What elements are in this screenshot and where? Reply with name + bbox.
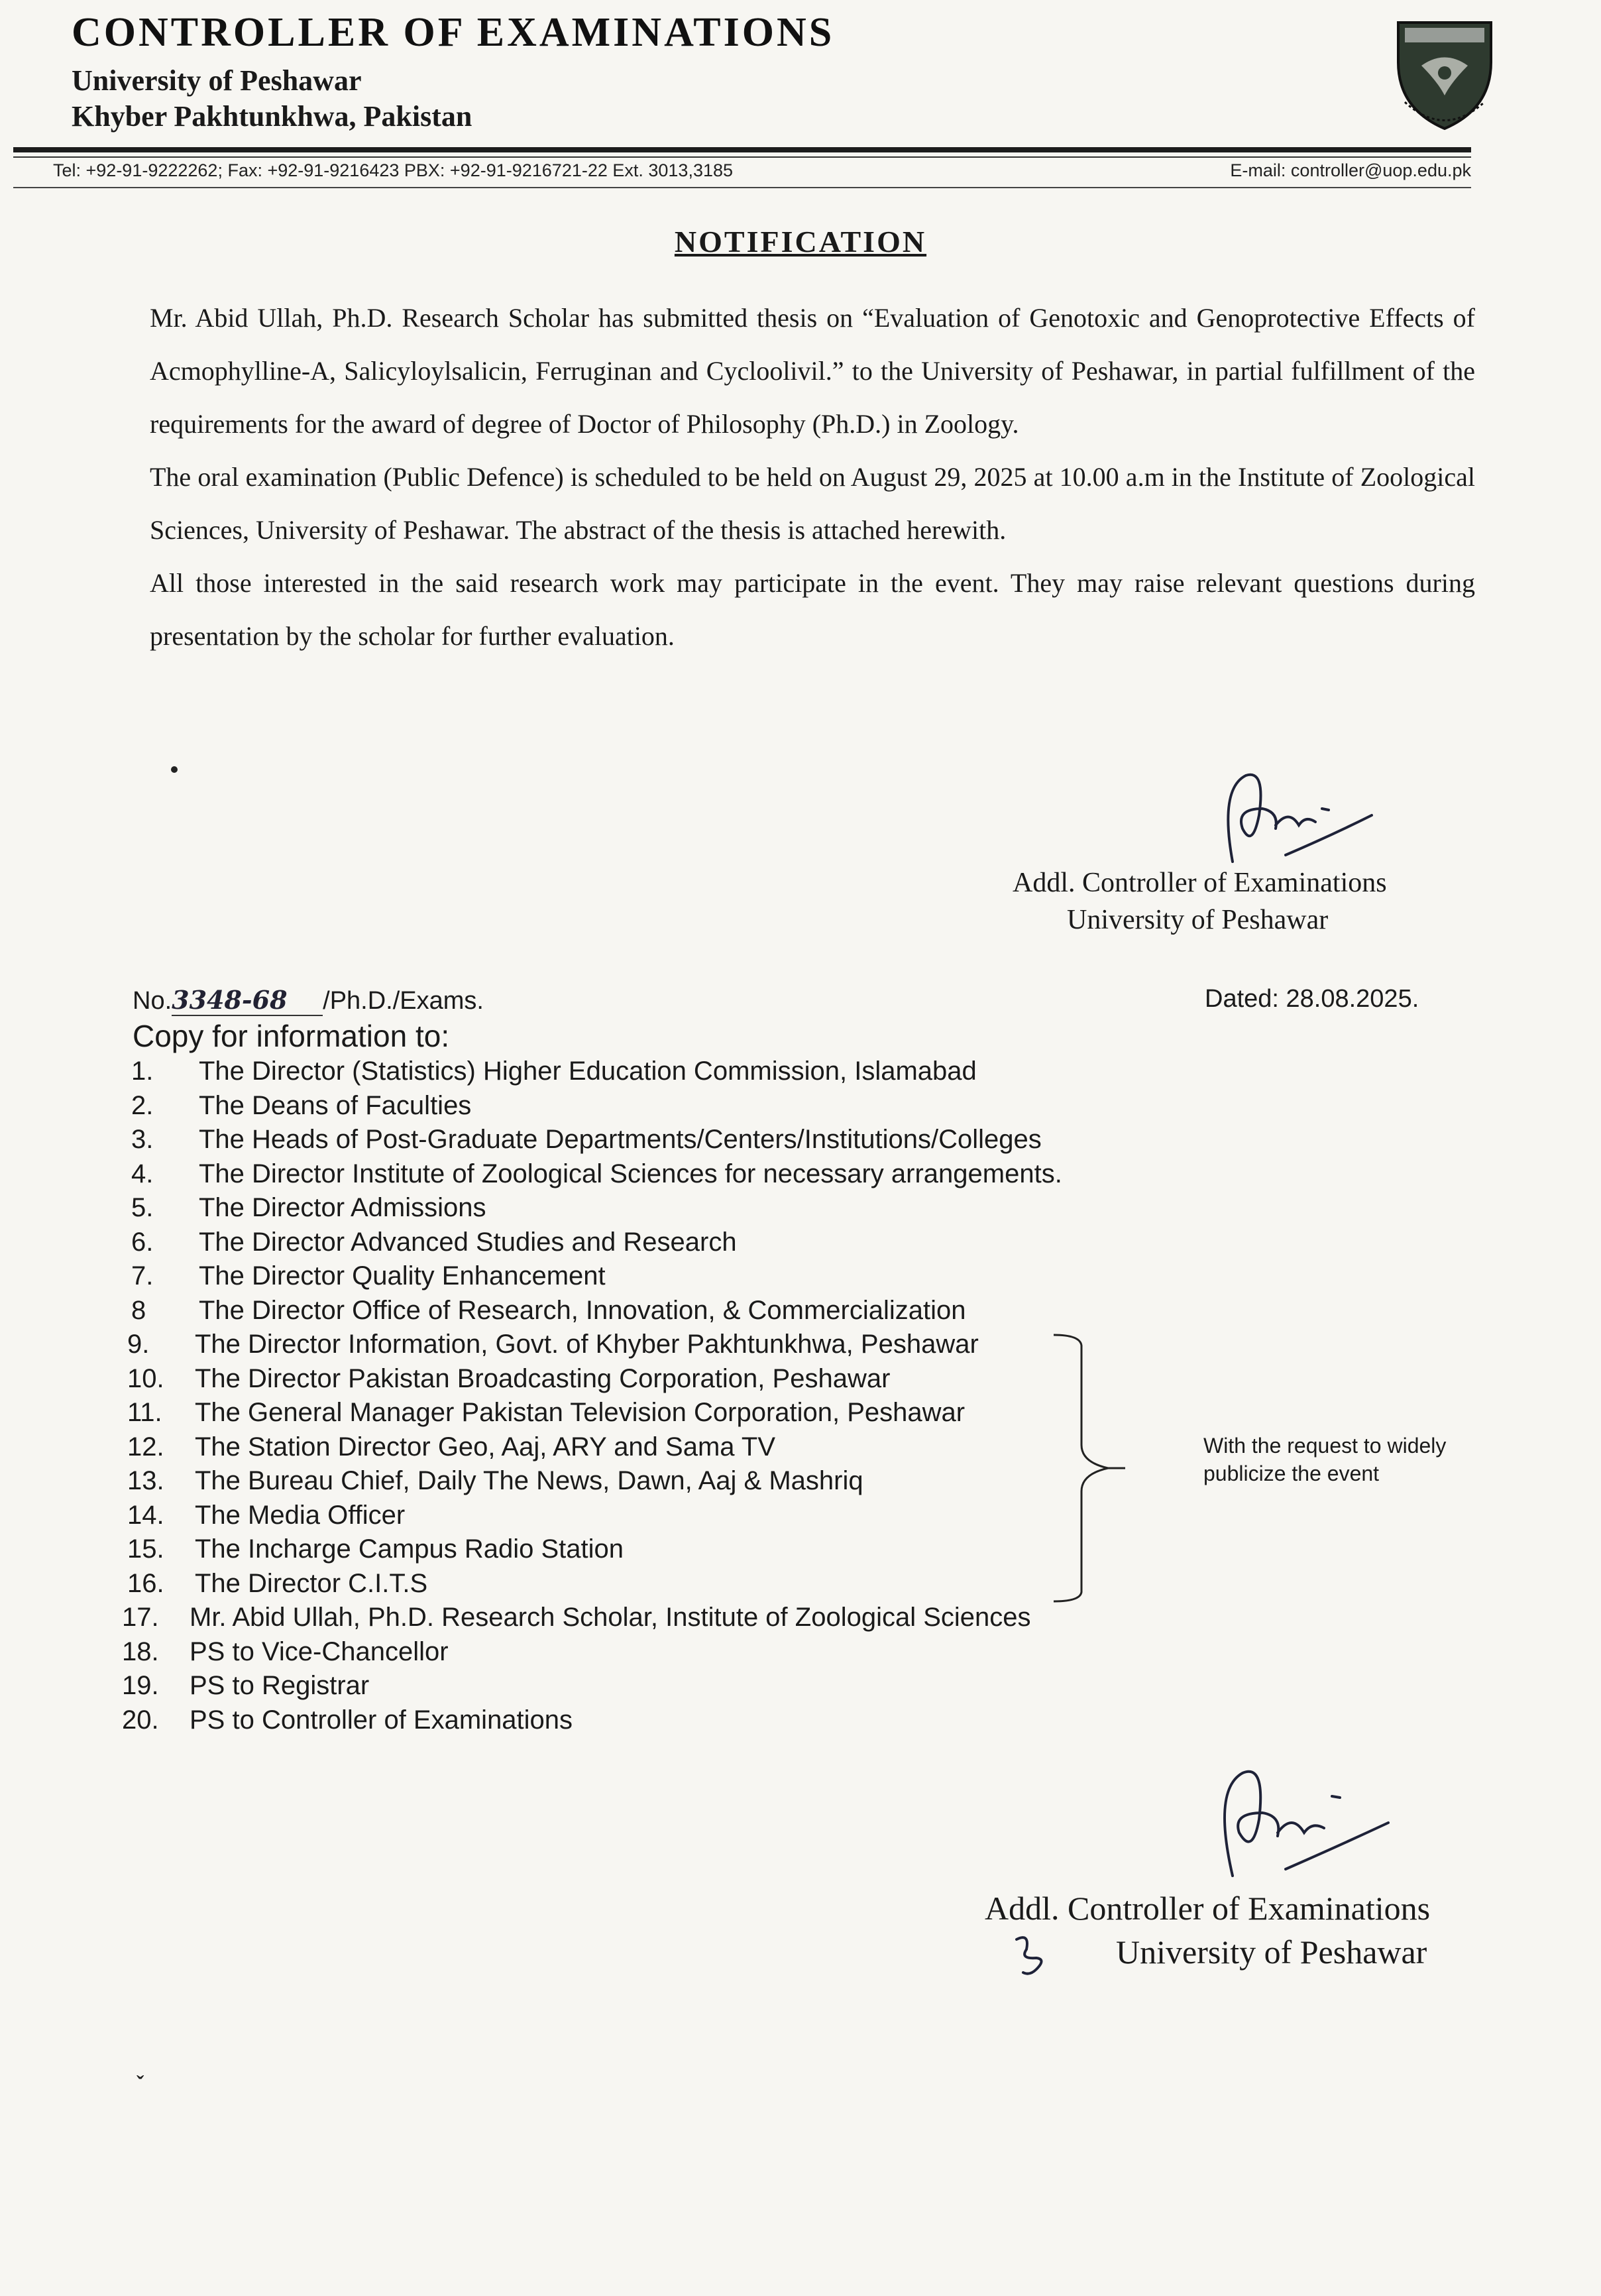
list-item-number: 15. (127, 1534, 164, 1564)
list-item-number: 16. (127, 1569, 164, 1598)
contact-bar (53, 160, 1471, 186)
handwritten-signature-icon (1193, 1756, 1392, 1889)
list-item-text: The Director C.I.T.S (195, 1569, 428, 1598)
list-item (131, 1228, 737, 1257)
list-item (131, 1296, 966, 1326)
signatory-title: Addl. Controller of Examinations (985, 1890, 1431, 1927)
list-item (127, 1501, 405, 1530)
tick-mark: ˬ (137, 2055, 144, 2079)
list-item-text: The Director Quality Enhancement (199, 1261, 606, 1291)
list-item-number: 19. (122, 1671, 159, 1700)
reference-prefix: No. (133, 987, 172, 1015)
list-item-number: 9. (127, 1330, 150, 1359)
list-item (131, 1261, 606, 1291)
notification-body (150, 292, 1475, 663)
list-item-number: 7. (131, 1261, 154, 1291)
list-item-number: 17. (122, 1603, 159, 1632)
list-item-text: The General Manager Pakistan Television Corporation, Peshawar (195, 1398, 966, 1427)
ink-dot (171, 766, 178, 773)
list-item-number: 12. (127, 1432, 164, 1462)
document-date: Dated: 28.08.2025. (1205, 985, 1419, 1013)
header-rule (13, 147, 1471, 152)
list-item (122, 1603, 1031, 1633)
list-item-text: The Heads of Post-Graduate Departments/Centers/Institutions/Colleges (199, 1125, 1042, 1154)
list-item (131, 1193, 486, 1223)
list-item-text: The Bureau Chief, Daily The News, Dawn, Aaj & Mashriq (195, 1466, 863, 1495)
handwritten-signature-icon (1206, 762, 1378, 875)
list-item-number: 3. (131, 1125, 154, 1154)
list-item-text: The Deans of Faculties (199, 1091, 472, 1120)
contact-underline (13, 187, 1471, 188)
list-item (127, 1466, 863, 1496)
notification-title: NOTIFICATION (674, 225, 927, 258)
list-item-number: 11. (127, 1398, 162, 1427)
list-item (122, 1705, 573, 1735)
body-paragraph: All those interested in the said research work may participate in the event. They may raise relevant questions during presentation by the scholar for further evaluation. (150, 568, 1475, 651)
list-item-text: The Director Pakistan Broadcasting Corporation, Peshawar (195, 1364, 891, 1393)
reference-suffix: /Ph.D./Exams. (323, 987, 484, 1015)
list-item-text: PS to Vice-Chancellor (190, 1637, 449, 1666)
list-item (131, 1125, 1042, 1155)
body-paragraph: Mr. Abid Ullah, Ph.D. Research Scholar has submitted thesis on “Evaluation of Genotoxic and Genoprotective Effects of Acmophylline-A, Salicyloylsalicin, Ferruginan and Cycloolivil.” to the University of Peshawar, in partial fulfillment of the requirements for the award of degree of Doctor of Philosophy (Ph.D.) in Zoology. (150, 303, 1475, 439)
university-crest-icon (1385, 9, 1504, 135)
list-item (127, 1330, 979, 1359)
list-item-number: 10. (127, 1364, 164, 1393)
list-item-number: 14. (127, 1501, 164, 1530)
list-item (122, 1671, 369, 1701)
list-item-number: 1. (131, 1057, 154, 1086)
brace-note: With the request to widely publicize the event (1203, 1434, 1447, 1485)
list-item-text: Mr. Abid Ullah, Ph.D. Research Scholar, Institute of Zoological Sciences (190, 1603, 1031, 1632)
list-item-number: 13. (127, 1466, 164, 1495)
list-item (127, 1364, 890, 1394)
list-item (131, 1159, 1062, 1189)
copy-heading: Copy for information to: (133, 1019, 450, 1053)
list-item-text: PS to Controller of Examinations (190, 1705, 573, 1735)
list-item-text: The Director (Statistics) Higher Education Commission, Islamabad (199, 1057, 977, 1086)
initials-icon (1010, 1933, 1050, 1979)
list-item (131, 1057, 977, 1086)
signatory-university: University of Peshawar (1116, 1933, 1427, 1971)
list-item-text: The Director Office of Research, Innovation, & Commercialization (199, 1296, 966, 1325)
list-item (127, 1398, 965, 1428)
signatory-title: Addl. Controller of Examinations (1013, 868, 1387, 898)
list-item (127, 1534, 624, 1564)
list-item-text: The Director Advanced Studies and Research (199, 1228, 737, 1257)
list-item-text: The Director Information, Govt. of Khyber Pakhtunkhwa, Peshawar (195, 1330, 979, 1359)
right-curly-brace-icon (1047, 1332, 1127, 1604)
reference-handwritten-number: 3348-68 (172, 985, 323, 1016)
list-item-number: 5. (131, 1193, 154, 1222)
list-item-number: 2. (131, 1091, 154, 1120)
list-item (131, 1091, 471, 1121)
university-name: University of Peshawar (72, 64, 362, 97)
contact-email: E-mail: controller@uop.edu.pk (1230, 160, 1471, 180)
header-rule-thin (13, 156, 1471, 158)
list-item-text: The Director Admissions (199, 1193, 486, 1222)
reference-number (133, 985, 484, 1016)
body-paragraph: The oral examination (Public Defence) is scheduled to be held on August 29, 2025 at 10.00 a.m in the Institute of Zoological Sciences, University of Peshawar. The abstract of the thesis is attached herewith. (150, 462, 1475, 545)
office-title: CONTROLLER OF EXAMINATIONS (72, 10, 835, 55)
list-item (127, 1569, 427, 1599)
list-item-number: 6. (131, 1228, 154, 1257)
list-item-text: The Station Director Geo, Aaj, ARY and Sama TV (195, 1432, 776, 1462)
list-item-number: 8 (131, 1296, 146, 1325)
list-item-number: 18. (122, 1637, 159, 1666)
list-item-text: The Incharge Campus Radio Station (195, 1534, 624, 1564)
list-item-text: The Director Institute of Zoological Sciences for necessary arrangements. (199, 1159, 1062, 1188)
university-location: Khyber Pakhtunkhwa, Pakistan (72, 100, 472, 133)
signatory-university: University of Peshawar (1067, 905, 1329, 935)
list-item (122, 1637, 449, 1667)
list-item (127, 1432, 775, 1462)
list-item-text: The Media Officer (195, 1501, 406, 1530)
list-item-text: PS to Registrar (190, 1671, 370, 1700)
contact-phone: Tel: +92-91-9222262; Fax: +92-91-9216423 PBX: +92-91-9216721-22 Ext. 3013,3185 (53, 160, 734, 180)
list-item-number: 4. (131, 1159, 154, 1188)
list-item-number: 20. (122, 1705, 159, 1735)
